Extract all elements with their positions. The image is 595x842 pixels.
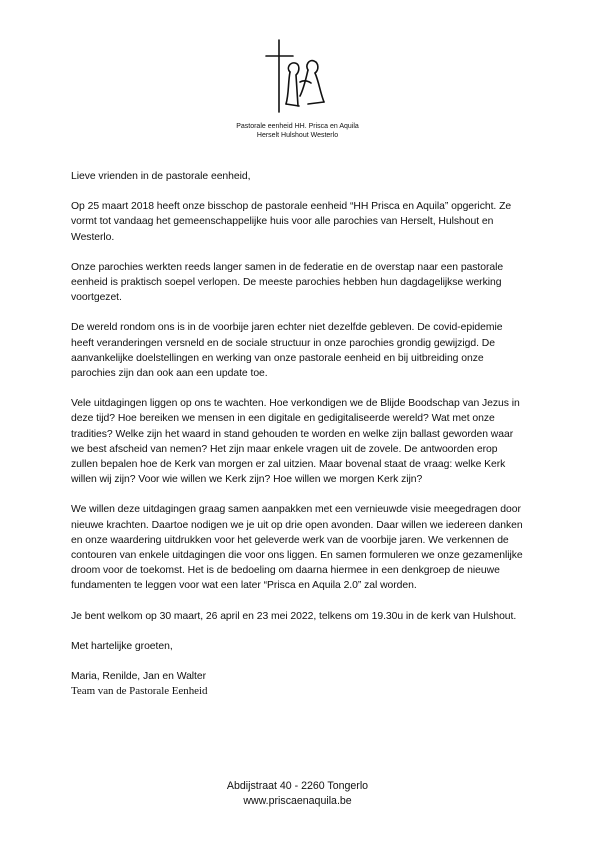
paragraph-founding: Op 25 maart 2018 heeft onze bisschop de pastorale eenheid “HH Prisca en Aquila” opgericht. Ze vormt tot vandaag het gemeenschappelijke huis voor alle parochies van Herselt, Hulshout en Westerlo.: [71, 201, 512, 243]
letter-body: [71, 169, 526, 699]
organization-name: Pastorale eenheid HH. Prisca en Aquila: [236, 123, 359, 130]
paragraph-federation: Onze parochies werkten reeds langer samen in de federatie en de overstap naar een pastorale eenheid is praktisch soepel verlopen. De meeste parochies hebben hun dagdagelijkse werking voortgezet.: [71, 261, 504, 304]
greeting: Lieve vrienden in de pastorale eenheid,: [71, 171, 251, 182]
team-name: Team van de Pastorale Eenheid: [71, 685, 208, 698]
paragraph-dates: Je bent welkom op 30 maart, 26 april en 23 mei 2022, telkens om 19.30u in de kerk van Hulshout.: [71, 610, 517, 622]
paragraph-challenges: Vele uitdagingen liggen op ons te wachten. Hoe verkondigen we de Blijde Boodschap van Jezus in deze tijd? Hoe bereiken we mensen in een digitale en gedigitaliseerde wereld? Wat met onze tradities? Welke zijn het waard in stand gehouden te worden en welke zijn ballast geworden waar we best afscheid van nemen? Het zijn maar enkele vragen uit de zovele. De antwoorden erop zullen bepalen hoe de Kerk van morgen er zal uitzien. Maar bovenal staat de vraag: welke Kerk willen wij zijn? Voor wie willen we Kerk zijn? Hoe willen we morgen Kerk zijn?: [71, 398, 520, 486]
cross-figures-logo: [262, 38, 328, 114]
cross-figures-logo-graphic: [262, 38, 328, 114]
closing: Met hartelijke groeten,: [71, 640, 173, 652]
organization-municipalities: Herselt Hulshout Westerlo: [256, 132, 339, 139]
footer-website: www.priscaenaquila.be: [243, 795, 352, 807]
signatories: Maria, Renilde, Jan en Walter: [71, 671, 207, 683]
paragraph-invitation: We willen deze uitdagingen graag samen aanpakken met een vernieuwde visie meegedragen door nieuwe krachten. Daartoe nodigen we je uit op drie open avonden. Daar willen we iedereen danken en onze waardering uitdrukken voor het geleverde werk van de voorbije jaren. We verkennen de contouren van enkele uitdagingen die voor ons liggen. En samen formuleren we onze gezamenlijke droom voor de toekomst. Het is de bedoeling om daarna hiermee in een denkgroep de nieuwe fundamenten te leggen voor wat een later “Prisca en Aquila 2.0” zal worden.: [71, 504, 523, 592]
organization-heading: [0, 122, 595, 140]
paragraph-changing-world: De wereld rondom ons is in de voorbije jaren echter niet dezelfde gebleven. De covid-epidemie heeft veranderingen versneld en de sociale structuur in onze parochies grondig gewijzigd. De aanvankelijke doelstellingen en werking van onze pastorale eenheid en bij uitbreiding onze parochies zijn dan ook aan een update toe.: [71, 322, 503, 380]
footer-address: Abdijstraat 40 - 2260 Tongerlo: [226, 780, 369, 792]
footer: [0, 779, 595, 809]
